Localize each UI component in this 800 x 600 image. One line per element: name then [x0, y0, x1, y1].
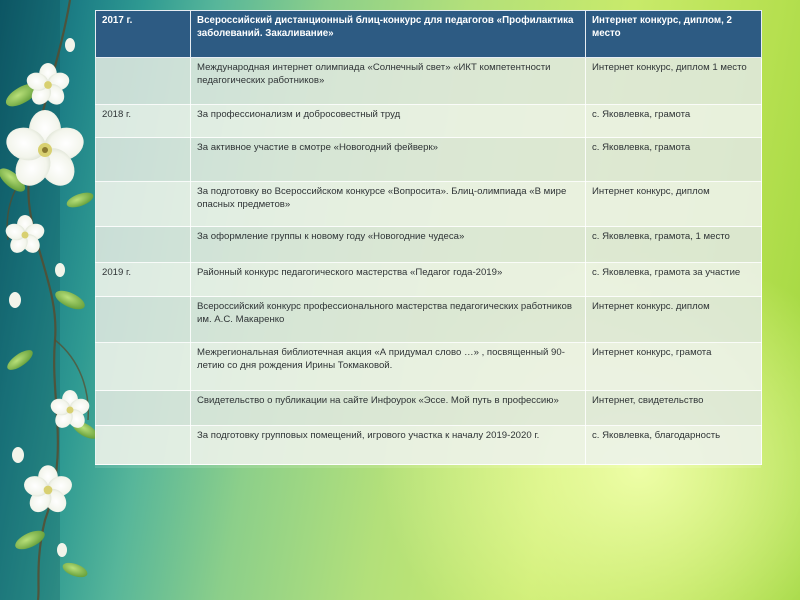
- event-cell: Всероссийский дистанционный блиц-конкурс для педагогов «Профилактика заболеваний. Закаливание»: [191, 11, 586, 58]
- table-row: [96, 343, 762, 391]
- table-row: [96, 227, 762, 263]
- year-cell: [96, 138, 191, 182]
- awards-table-container: [95, 10, 761, 468]
- result-cell: Интернет конкурс, диплом, 2 место: [586, 11, 762, 58]
- event-cell: Свидетельство о публикации на сайте Инфоурок «Эссе. Мой путь в профессию»: [191, 391, 586, 426]
- year-cell: [96, 297, 191, 343]
- table-row: [96, 11, 762, 58]
- table-row: [96, 426, 762, 465]
- event-cell: Межрегиональная библиотечная акция «А придумал слово …» , посвященный 90-летию со дня рождения Ирины Токмаковой.: [191, 343, 586, 391]
- result-cell: Интернет, свидетельство: [586, 391, 762, 426]
- event-cell: Районный конкурс педагогического мастерства «Педагог года-2019»: [191, 263, 586, 297]
- table-row: [96, 263, 762, 297]
- year-cell: [96, 182, 191, 227]
- event-cell: За подготовку групповых помещений, игрового участка к началу 2019-2020 г.: [191, 426, 586, 465]
- awards-table: [95, 10, 762, 465]
- result-cell: с. Яковлевка, грамота, 1 место: [586, 227, 762, 263]
- result-cell: с. Яковлевка, грамота: [586, 105, 762, 138]
- event-cell: За подготовку во Всероссийском конкурсе «Вопросита». Блиц-олимпиада «В мире опасных предметов»: [191, 182, 586, 227]
- result-cell: с. Яковлевка, грамота: [586, 138, 762, 182]
- result-cell: Интернет конкурс, диплом 1 место: [586, 58, 762, 105]
- year-cell: [96, 227, 191, 263]
- year-cell: 2018 г.: [96, 105, 191, 138]
- year-cell: [96, 426, 191, 465]
- event-cell: За профессионализм и добросовестный труд: [191, 105, 586, 138]
- table-row: [96, 297, 762, 343]
- year-cell: [96, 343, 191, 391]
- event-cell: Всероссийский конкурс профессионального мастерства педагогических работников им. А.С. Макаренко: [191, 297, 586, 343]
- event-cell: За активное участие в смотре «Новогодний фейверк»: [191, 138, 586, 182]
- table-row: [96, 391, 762, 426]
- year-cell: [96, 58, 191, 105]
- result-cell: Интернет конкурс. диплом: [586, 297, 762, 343]
- year-cell: 2019 г.: [96, 263, 191, 297]
- year-cell: 2017 г.: [96, 11, 191, 58]
- result-cell: с. Яковлевка, грамота за участие: [586, 263, 762, 297]
- table-row: [96, 138, 762, 182]
- event-cell: Международная интернет олимпиада «Солнечный свет» «ИКТ компетентности педагогических работников»: [191, 58, 586, 105]
- year-cell: [96, 391, 191, 426]
- event-cell: За оформление группы к новому году «Новогодние чудеса»: [191, 227, 586, 263]
- table-row: [96, 182, 762, 227]
- result-cell: Интернет конкурс, диплом: [586, 182, 762, 227]
- table-row: [96, 58, 762, 105]
- table-row: [96, 105, 762, 138]
- result-cell: Интернет конкурс, грамота: [586, 343, 762, 391]
- result-cell: с. Яковлевка, благодарность: [586, 426, 762, 465]
